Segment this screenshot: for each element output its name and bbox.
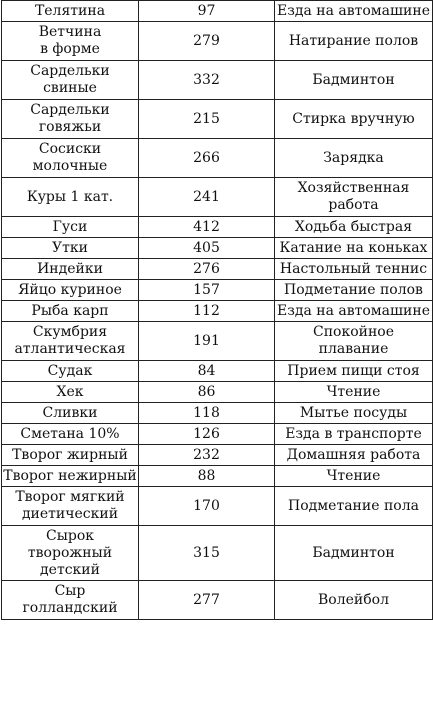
kcal-cell: 157 — [139, 280, 275, 301]
table-row — [2, 22, 433, 61]
product-cell: Творог нежирный — [2, 466, 139, 487]
kcal-cell: 86 — [139, 382, 275, 403]
product-cell: Ветчина в форме — [2, 22, 139, 61]
table-row — [2, 581, 433, 620]
activity-cell: Подметание пола — [275, 487, 433, 526]
product-cell: Сырок творожный детский — [2, 526, 139, 581]
table-row — [2, 403, 433, 424]
kcal-cell: 97 — [139, 1, 275, 22]
activity-cell: Натирание полов — [275, 22, 433, 61]
kcal-cell: 170 — [139, 487, 275, 526]
table-row — [2, 1, 433, 22]
table-row — [2, 466, 433, 487]
table-row — [2, 280, 433, 301]
activity-cell: Бадминтон — [275, 61, 433, 100]
table-row — [2, 238, 433, 259]
table-row — [2, 61, 433, 100]
product-cell: Творог мягкий диетический — [2, 487, 139, 526]
product-cell: Сардельки свиные — [2, 61, 139, 100]
activity-cell: Мытье посуды — [275, 403, 433, 424]
product-cell: Сардельки говяжьи — [2, 100, 139, 139]
table-row — [2, 100, 433, 139]
kcal-cell: 276 — [139, 259, 275, 280]
activity-cell: Езда на автомашине — [275, 1, 433, 22]
table-row — [2, 259, 433, 280]
activity-cell: Езда на автомашине — [275, 301, 433, 322]
activity-cell: Катание на коньках — [275, 238, 433, 259]
table-row — [2, 322, 433, 361]
table-body — [2, 1, 433, 620]
activity-cell: Бадминтон — [275, 526, 433, 581]
product-cell: Сыр голландский — [2, 581, 139, 620]
kcal-cell: 241 — [139, 178, 275, 217]
activity-cell: Настольный теннис — [275, 259, 433, 280]
activity-cell: Чтение — [275, 382, 433, 403]
kcal-cell: 215 — [139, 100, 275, 139]
kcal-cell: 191 — [139, 322, 275, 361]
activity-cell: Волейбол — [275, 581, 433, 620]
table-row — [2, 217, 433, 238]
table-row — [2, 526, 433, 581]
product-cell: Утки — [2, 238, 139, 259]
kcal-cell: 266 — [139, 139, 275, 178]
kcal-cell: 232 — [139, 445, 275, 466]
product-cell: Сметана 10% — [2, 424, 139, 445]
product-cell: Скумбрия атлантическая — [2, 322, 139, 361]
activity-cell: Езда в транспорте — [275, 424, 433, 445]
product-cell: Яйцо куриное — [2, 280, 139, 301]
product-cell: Рыба карп — [2, 301, 139, 322]
product-cell: Телятина — [2, 1, 139, 22]
product-cell: Куры 1 кат. — [2, 178, 139, 217]
kcal-cell: 88 — [139, 466, 275, 487]
activity-cell: Стирка вручную — [275, 100, 433, 139]
activity-cell: Прием пищи стоя — [275, 361, 433, 382]
table-row — [2, 301, 433, 322]
product-cell: Хек — [2, 382, 139, 403]
product-cell: Гуси — [2, 217, 139, 238]
kcal-cell: 118 — [139, 403, 275, 424]
product-cell: Сливки — [2, 403, 139, 424]
kcal-cell: 405 — [139, 238, 275, 259]
table-row — [2, 487, 433, 526]
product-cell: Индейки — [2, 259, 139, 280]
activity-cell: Зарядка — [275, 139, 433, 178]
activity-cell: Домашняя работа — [275, 445, 433, 466]
product-cell: Судак — [2, 361, 139, 382]
activity-cell: Ходьба быстрая — [275, 217, 433, 238]
activity-cell: Чтение — [275, 466, 433, 487]
kcal-cell: 277 — [139, 581, 275, 620]
calorie-activity-table — [1, 0, 433, 620]
kcal-cell: 84 — [139, 361, 275, 382]
kcal-cell: 126 — [139, 424, 275, 445]
kcal-cell: 315 — [139, 526, 275, 581]
activity-cell: Спокойное плавание — [275, 322, 433, 361]
kcal-cell: 279 — [139, 22, 275, 61]
product-cell: Сосиски молочные — [2, 139, 139, 178]
kcal-cell: 112 — [139, 301, 275, 322]
activity-cell: Хозяйственная работа — [275, 178, 433, 217]
table-row — [2, 382, 433, 403]
table-row — [2, 424, 433, 445]
product-cell: Творог жирный — [2, 445, 139, 466]
kcal-cell: 332 — [139, 61, 275, 100]
table-row — [2, 178, 433, 217]
table-row — [2, 139, 433, 178]
table-row — [2, 445, 433, 466]
table-row — [2, 361, 433, 382]
activity-cell: Подметание полов — [275, 280, 433, 301]
kcal-cell: 412 — [139, 217, 275, 238]
